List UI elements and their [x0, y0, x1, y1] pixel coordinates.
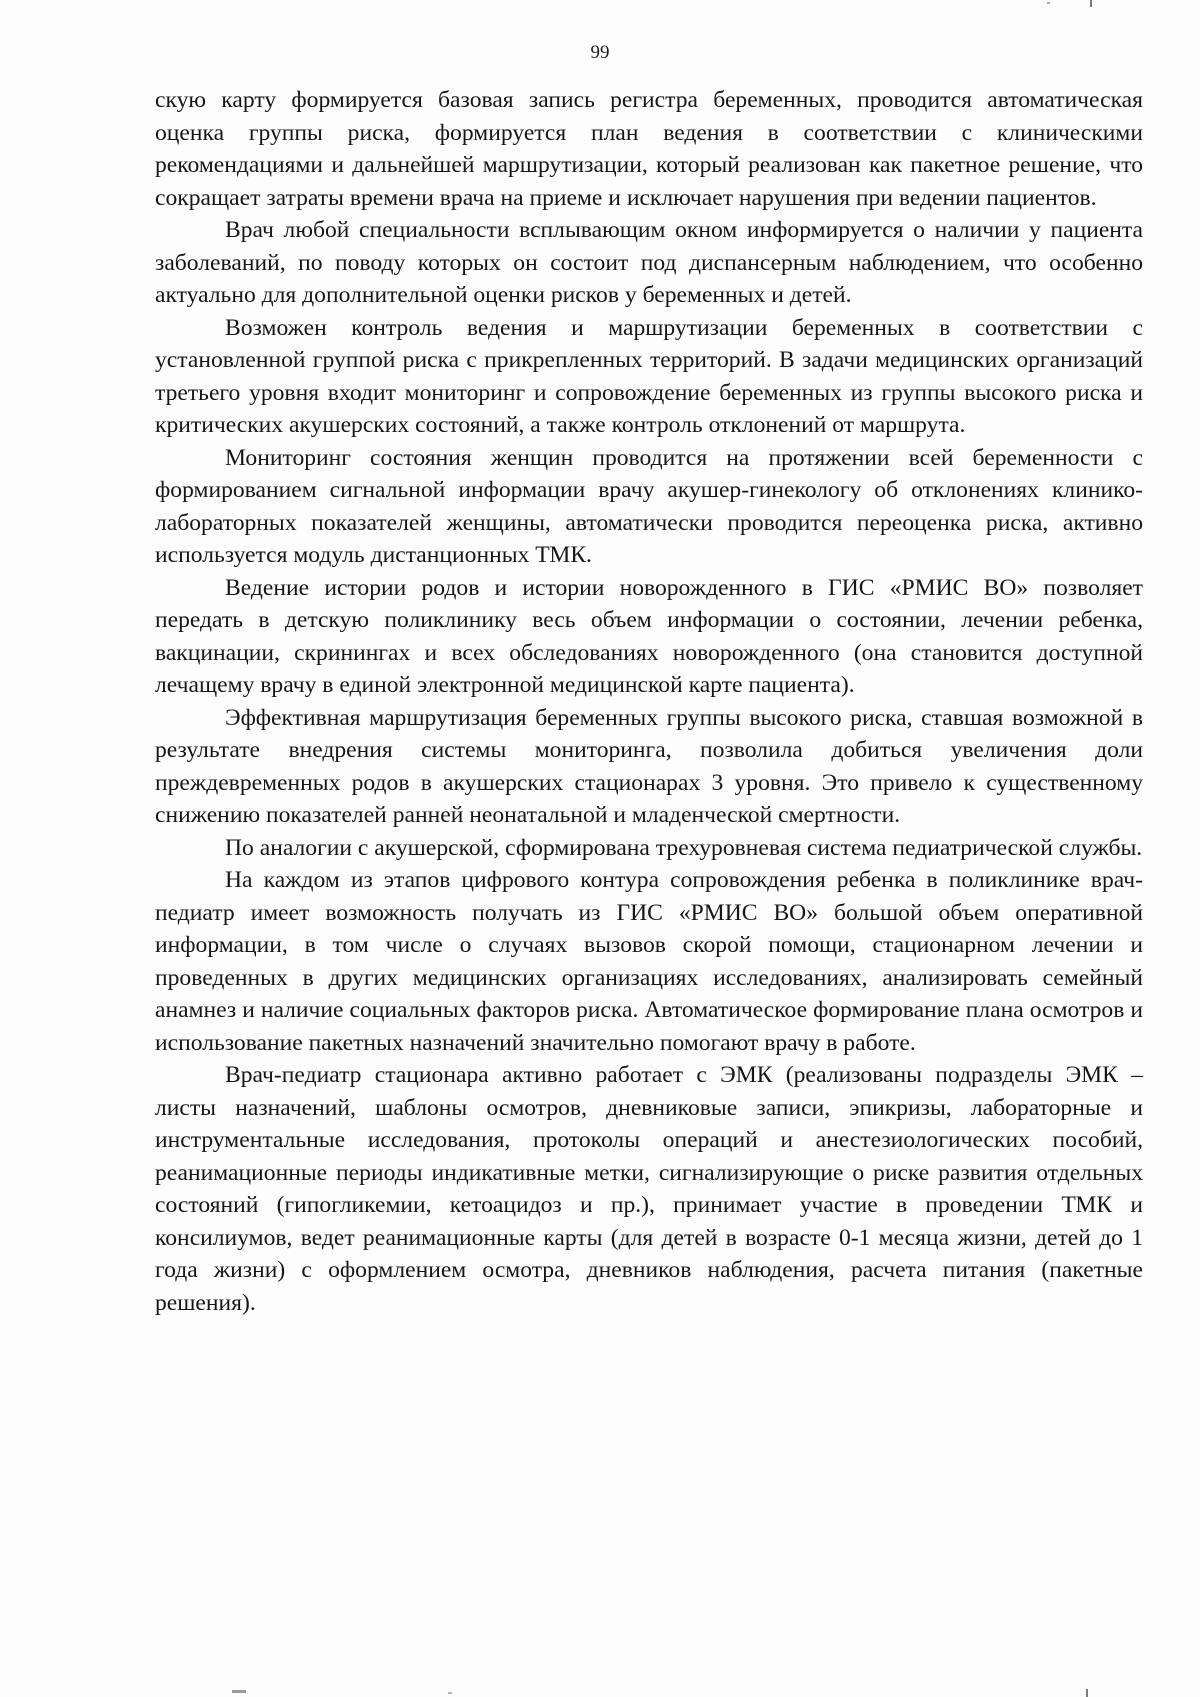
paragraph: Врач-педиатр стационара активно работает с ЭМК (реализованы подразделы ЭМК – листы назначений, шаблоны осмотров, дневниковые записи, эпикризы, лабораторные и инструментальные исследования, протоколы операций и анестезиологических пособий, реанимационные периоды индикативные метки, сигнализирующие о риске развития отдельных состояний (гипогликемии, кетоацидоз и пр.), принимает участие в проведении ТМК и консилиумов, ведет реанимационные карты (для детей в возрасте 0-1 месяца жизни, детей до 1 года жизни) с оформлением осмотра, дневников наблюдения, расчета питания (пакетные решения). — [155, 1062, 1143, 1316]
scan-artifact — [1047, 2, 1050, 4]
paragraph: По аналогии с акушерской, сформирована трехуровневая система педиатрической службы. — [225, 834, 1143, 861]
scan-artifact — [232, 1690, 246, 1693]
paragraph: Эффективная маршрутизация беременных группы высокого риска, ставшая возможной в результате внедрения системы мониторинга, позволила добиться увеличения доли преждевременных родов в акушерских стационарах 3 уровня. Это привело к существенному снижению показателей ранней неонатальной и младенческой смертности. — [155, 704, 1143, 828]
paragraph: На каждом из этапов цифрового контура сопровождения ребенка в поликлинике врач-педиатр имеет возможность получать из ГИС «РМИС ВО» большой объем оперативной информации, в том числе о случаях вызовов скорой помощи, стационарном лечении и проведенных в других медицинских организациях исследованиях, анализировать семейный анамнез и наличие социальных факторов риска. Автоматическое формирование плана осмотров и использование пакетных назначений значительно помогают врачу в работе. — [155, 867, 1143, 1056]
scan-artifact — [1090, 0, 1092, 7]
paragraph: Врач любой специальности всплывающим окном информируется о наличии у пациента заболеваний, по поводу которых он состоит под диспансерным наблюдением, что особенно актуально для дополнительной оценки рисков у беременных и детей. — [155, 217, 1143, 308]
paragraph: Возможен контроль ведения и маршрутизации беременных в соответствии с установленной группой риска с прикрепленных территорий. В задачи медицинских организаций третьего уровня входит мониторинг и сопровождение беременных из группы высокого риска и критических акушерских состояний, а также контроль отклонений от маршрута. — [155, 314, 1143, 438]
body-text — [155, 84, 1143, 1319]
paragraph: Ведение истории родов и истории новорожденного в ГИС «РМИС ВО» позволяет передать в детскую поликлинику весь объем информации о состоянии, лечении ребенка, вакцинации, скринингах и всех обследованиях новорожденного (она становится доступной лечащему врачу в единой электронной медицинской карте пациента). — [155, 574, 1143, 698]
paragraph: Мониторинг состояния женщин проводится на протяжении всей беременности с формированием сигнальной информации врачу акушер-гинекологу об отклонениях клинико-лабораторных показателей женщины, автоматически проводится переоценка риска, активно используется модуль дистанционных ТМК. — [155, 444, 1143, 568]
scan-artifact — [448, 1692, 452, 1694]
scan-artifact — [1086, 1689, 1088, 1697]
paragraph-continuation: скую карту формируется базовая запись регистра беременных, проводится автоматическая оценка группы риска, формируется план ведения в соответствии с клиническими рекомендациями и дальнейшей маршрутизации, который реализован как пакетное решение, что сокращает затраты времени врача на приеме и исключает нарушения при ведении пациентов. — [155, 87, 1143, 211]
page-number: 99 — [590, 42, 610, 63]
